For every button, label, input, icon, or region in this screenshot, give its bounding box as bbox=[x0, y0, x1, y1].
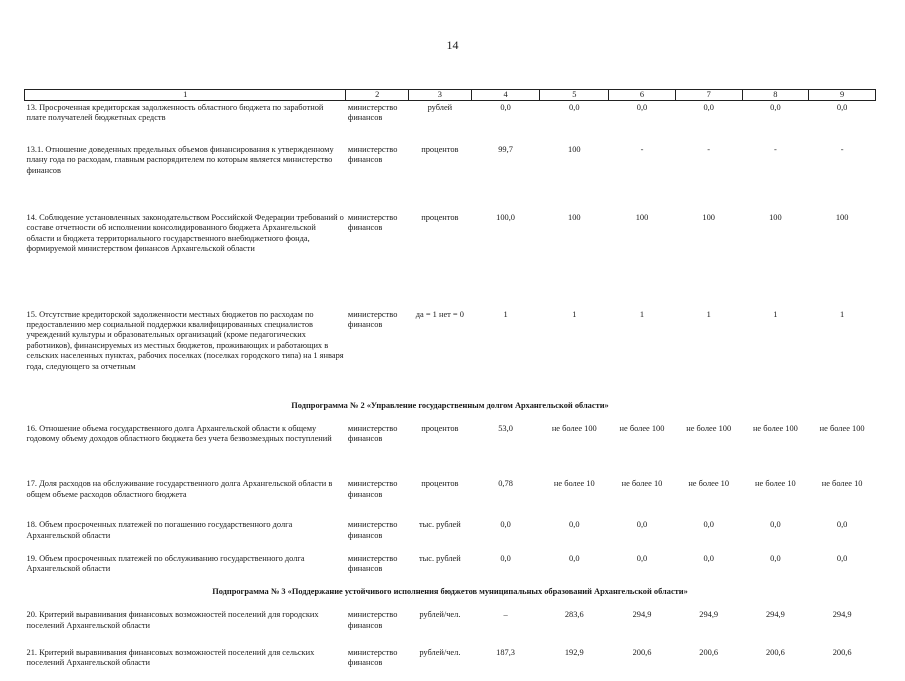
table-row bbox=[25, 610, 876, 648]
column-header: 8 bbox=[742, 90, 809, 101]
column-header: 1 bbox=[25, 90, 346, 101]
column-header: 9 bbox=[809, 90, 876, 101]
table-row bbox=[25, 213, 876, 310]
value-cell: не более 10 bbox=[553, 479, 595, 489]
value-cell: 99,7 bbox=[498, 144, 513, 154]
subprogram-row bbox=[25, 587, 876, 610]
indicator-cell: 16. Отношение объема государственного долга Архангельской области к общему годовому объему доходов областного бюджета без учета безвозмездных поступлений bbox=[26, 423, 332, 443]
value-cell: 0,0 bbox=[636, 103, 648, 112]
value-cell: не более 100 bbox=[686, 423, 732, 433]
value-cell: 187,3 bbox=[496, 647, 515, 657]
value-cell: 1 bbox=[503, 309, 508, 319]
value-cell: 0,0 bbox=[569, 553, 580, 563]
value-cell: 200,6 bbox=[832, 647, 852, 657]
column-header: 3 bbox=[409, 90, 472, 101]
unit-cell: да = 1 нет = 0 bbox=[415, 309, 464, 319]
value-cell: 1 bbox=[572, 309, 577, 319]
value-cell: 200,6 bbox=[765, 647, 785, 657]
value-cell: 1 bbox=[773, 309, 778, 319]
table-row bbox=[25, 520, 876, 554]
value-cell: 0,0 bbox=[836, 520, 848, 530]
indicator-cell: 21. Критерий выравнивания финансовых возможностей поселений для сельских поселений Архангельской области bbox=[26, 647, 315, 668]
unit-cell: тыс. рублей bbox=[418, 520, 461, 530]
value-cell: не более 100 bbox=[619, 423, 665, 433]
table-row bbox=[25, 424, 876, 480]
value-cell: 0,0 bbox=[636, 553, 648, 563]
value-cell: 283,6 bbox=[564, 610, 584, 620]
unit-cell: процентов bbox=[421, 213, 459, 223]
page-number: 14 bbox=[446, 38, 459, 52]
value-cell: не более 100 bbox=[752, 423, 798, 433]
indicator-cell: 13.1. Отношение доведенных предельных объемов финансирования к утвержденному плану года по расходам, главным распорядителем по которым является министерство финансов bbox=[26, 144, 334, 175]
value-cell: - bbox=[840, 144, 844, 154]
unit-cell: рублей bbox=[427, 103, 453, 112]
value-cell: 0,0 bbox=[636, 520, 648, 530]
value-cell: 0,0 bbox=[770, 520, 781, 530]
organization-cell: министерство финансов bbox=[347, 479, 398, 499]
value-cell: 0,0 bbox=[770, 553, 781, 563]
organization-cell: министерство финансов bbox=[347, 309, 398, 330]
value-cell: 100 bbox=[568, 144, 581, 154]
value-cell: 53,0 bbox=[498, 423, 513, 433]
organization-cell: министерство финансов bbox=[347, 647, 398, 668]
indicator-cell: 20. Критерий выравнивания финансовых возможностей поселений для городских поселений Архангельской области bbox=[26, 610, 319, 630]
value-cell: 0,0 bbox=[500, 103, 511, 112]
value-cell: 294,9 bbox=[765, 610, 785, 620]
unit-cell: рублей/чел. bbox=[419, 610, 461, 620]
indicator-cell: 13. Просроченная кредиторская задолженность областного бюджета по заработной плате получателей бюджетных средств bbox=[26, 103, 324, 123]
table-row bbox=[25, 310, 876, 401]
value-cell: 294,9 bbox=[832, 610, 852, 620]
indicator-cell: 17. Доля расходов на обслуживание государственного долга Архангельской области в общем объеме расходов областного бюджета bbox=[26, 479, 333, 499]
value-cell: не более 10 bbox=[821, 479, 863, 489]
value-cell: - bbox=[707, 144, 711, 154]
value-cell: 0,0 bbox=[500, 520, 511, 530]
column-header: 7 bbox=[675, 90, 742, 101]
indicator-cell: 14. Соблюдение установленных законодательством Российской Федерации требований о составе отчетности об исполнении консолидированного бюджета Архангельской области и бюджета территориального государственного внебюджетного фонда, формируемой министерством финансов Архангельской области bbox=[26, 213, 344, 254]
value-cell: - bbox=[774, 144, 777, 154]
column-header: 5 bbox=[540, 90, 609, 101]
value-cell: 0,0 bbox=[770, 103, 781, 112]
value-cell: 100 bbox=[635, 213, 649, 223]
value-cell: 1 bbox=[706, 309, 711, 319]
table-header-row bbox=[25, 90, 876, 101]
column-header: 4 bbox=[471, 90, 540, 101]
subprogram-title: Подпрограмма № 2 «Управление государственным долгом Архангельской области» bbox=[291, 401, 609, 411]
table-row bbox=[25, 648, 876, 681]
organization-cell: министерство финансов bbox=[347, 520, 398, 540]
value-cell: 192,9 bbox=[564, 647, 584, 657]
value-cell: 0,0 bbox=[703, 553, 714, 563]
organization-cell: министерство финансов bbox=[347, 610, 398, 630]
value-cell: 0,0 bbox=[569, 520, 580, 530]
value-cell: 1 bbox=[639, 309, 645, 319]
value-cell: 100,0 bbox=[496, 213, 515, 223]
table-row bbox=[25, 554, 876, 587]
value-cell: не более 10 bbox=[688, 479, 730, 489]
table-row bbox=[25, 479, 876, 520]
value-cell: 1 bbox=[840, 309, 845, 319]
indicator-cell: 18. Объем просроченных платежей по погашению государственного долга Архангельской области bbox=[26, 520, 293, 540]
value-cell: 200,6 bbox=[632, 647, 652, 657]
value-cell: 0,0 bbox=[569, 103, 580, 112]
unit-cell: тыс. рублей bbox=[418, 553, 461, 563]
organization-cell: министерство финансов bbox=[347, 553, 398, 574]
value-cell: не более 100 bbox=[819, 423, 865, 433]
organization-cell: министерство финансов bbox=[347, 423, 398, 443]
indicators-table bbox=[24, 89, 876, 681]
column-header: 2 bbox=[346, 90, 409, 101]
value-cell: 100 bbox=[702, 213, 715, 223]
subprogram-title: Подпрограмма № 3 «Поддержание устойчивого исполнения бюджетов муниципальных образований Архангельской области» bbox=[212, 586, 688, 596]
value-cell: не более 10 bbox=[755, 479, 796, 489]
unit-cell: процентов bbox=[421, 423, 459, 433]
value-cell: 0,0 bbox=[703, 520, 714, 530]
value-cell: 0,0 bbox=[836, 103, 848, 112]
value-cell: 0,78 bbox=[498, 479, 513, 489]
value-cell: - bbox=[640, 144, 644, 154]
value-cell: 294,9 bbox=[632, 610, 652, 620]
table-row bbox=[25, 101, 876, 145]
value-cell: 294,9 bbox=[699, 610, 719, 620]
table-row bbox=[25, 145, 876, 213]
value-cell: 0,0 bbox=[836, 553, 848, 563]
value-cell: 200,6 bbox=[699, 647, 719, 657]
organization-cell: министерство финансов bbox=[347, 213, 398, 233]
unit-cell: рублей/чел. bbox=[419, 647, 461, 657]
value-cell: 100 bbox=[568, 213, 581, 223]
unit-cell: процентов bbox=[421, 144, 459, 154]
value-cell: 0,0 bbox=[703, 103, 714, 112]
indicator-cell: 19. Объем просроченных платежей по обслуживанию государственного долга Архангельской области bbox=[26, 553, 305, 574]
value-cell: – bbox=[503, 610, 508, 620]
value-cell: 0,0 bbox=[500, 553, 511, 563]
column-header: 6 bbox=[609, 90, 676, 101]
indicator-cell: 15. Отсутствие кредиторской задолженности местных бюджетов по расходам по предоставлению мер социальной поддержки квалифицированных специалистов учреждений культуры и образовательных организаций (кроме педагогических работников), финансируемых из местных бюджетов, проживающих и работающих в сельских населенных пунктах, рабочих поселках (поселках городского типа) на 1 января года, следующего за отчетным bbox=[26, 309, 344, 371]
subprogram-row bbox=[25, 401, 876, 423]
organization-cell: министерство финансов bbox=[347, 103, 398, 123]
value-cell: 100 bbox=[769, 213, 782, 223]
unit-cell: процентов bbox=[421, 479, 459, 489]
value-cell: не более 10 bbox=[621, 479, 663, 489]
organization-cell: министерство финансов bbox=[347, 144, 398, 165]
value-cell: 100 bbox=[835, 213, 849, 223]
value-cell: не более 100 bbox=[551, 423, 597, 433]
